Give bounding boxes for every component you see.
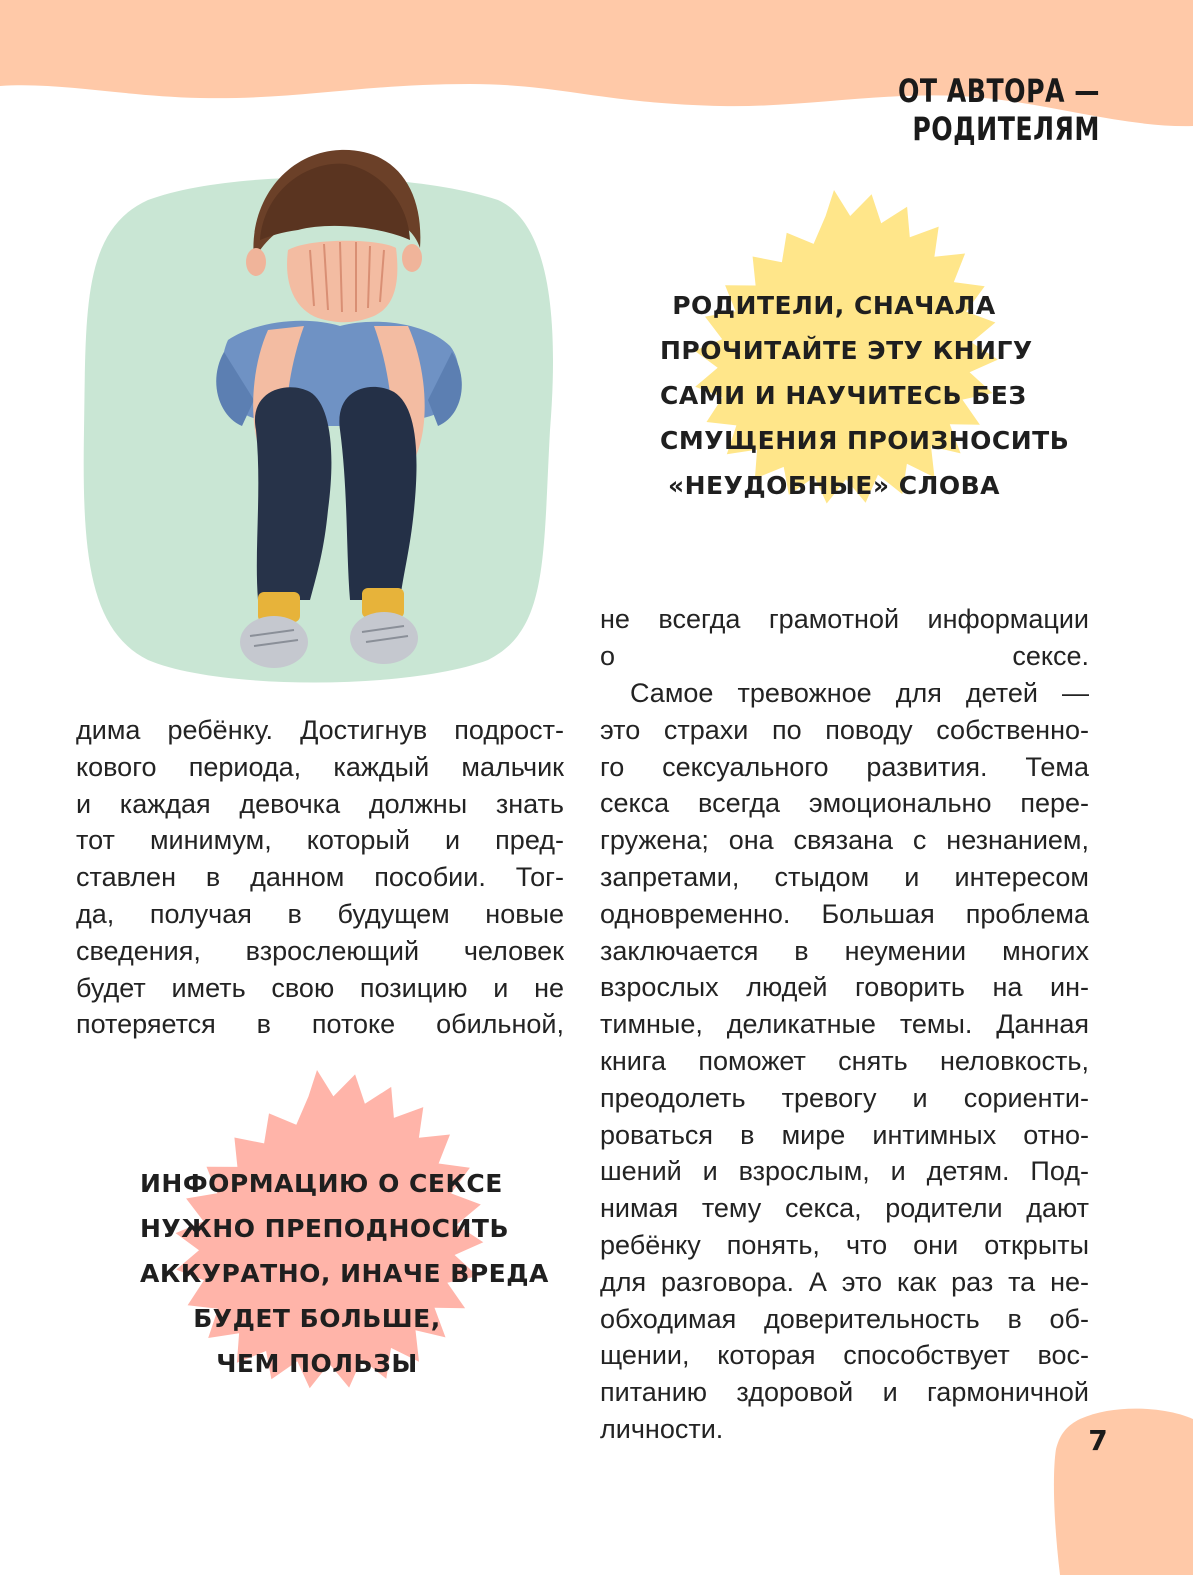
text-line: взрослых людей говорить на ин- — [600, 972, 1089, 1003]
right-column-intro-text — [600, 601, 1089, 675]
text-line: ставлен в данном пособии. Тог- — [76, 862, 564, 893]
text-line: о сексе. — [600, 640, 1089, 671]
text-line: да, получая в будущем новые — [76, 898, 564, 929]
callout-line: ЧЕМ ПОЛЬЗЫ — [216, 1349, 418, 1378]
text-line: кового периода, каждый мальчик — [76, 751, 564, 782]
section-title: ОТ АВТОРА — РОДИТЕЛЯМ — [897, 72, 1100, 148]
text-line: секса всегда эмоционально пере- — [600, 788, 1089, 819]
callout-line: ПРОЧИТАЙТЕ ЭТУ КНИГУ — [660, 336, 1033, 365]
text-line: Самое тревожное для детей — — [630, 678, 1089, 708]
callout-line: ИНФОРМАЦИЮ О СЕКСЕ — [140, 1169, 503, 1198]
text-line: одновременно. Большая проблема — [600, 898, 1089, 929]
left-column-text — [76, 712, 564, 1043]
callout-yellow-text — [660, 283, 1070, 508]
page-number: 7 — [1088, 1424, 1108, 1457]
text-line: личности. — [600, 1413, 724, 1444]
text-line: го сексуального развития. Тема — [600, 751, 1089, 782]
text-line: шений и взрослым, и детям. Под- — [600, 1156, 1089, 1187]
text-line: сведения, взрослеющий человек — [76, 935, 564, 966]
text-line: не всегда грамотной информации — [600, 604, 1089, 634]
text-line: ребёнку понять, что они открыты — [600, 1229, 1089, 1260]
text-line: тот минимум, который и пред- — [76, 825, 564, 856]
text-line: запретами, стыдом и интересом — [600, 861, 1089, 892]
right-column-paragraph — [600, 675, 1089, 1448]
callout-line: АККУРАТНО, ИНАЧЕ ВРЕДА — [140, 1259, 549, 1288]
callout-line: САМИ И НАУЧИТЕСЬ БЕЗ — [660, 381, 1027, 410]
child-covering-face-illustration — [78, 130, 562, 690]
text-line: обходимая доверительность в об- — [600, 1303, 1089, 1334]
text-line: щении, которая способствует вос- — [600, 1340, 1089, 1371]
text-line: это страхи по поводу собственно- — [600, 714, 1089, 745]
text-line: питанию здоровой и гармоничной — [600, 1377, 1089, 1408]
text-line: будет иметь свою позицию и не — [76, 972, 564, 1003]
callout-line: НУЖНО ПРЕПОДНОСИТЬ — [140, 1214, 509, 1243]
text-line: книга поможет снять неловкость, — [600, 1045, 1089, 1076]
page-number-tab — [1050, 1405, 1193, 1575]
text-line: заключается в неумении многих — [600, 935, 1089, 966]
callout-line: «НЕУДОБНЫЕ» СЛОВА — [667, 471, 1001, 500]
text-line: и каждая девочка должны знать — [76, 788, 564, 819]
callout-line: СМУЩЕНИЯ ПРОИЗНОСИТЬ — [660, 426, 1070, 455]
text-line: дима ребёнку. Достигнув подрост- — [76, 715, 564, 745]
text-line: для разговора. А это как раз та не- — [600, 1266, 1089, 1297]
text-line: потеряется в потоке обильной, — [76, 1009, 564, 1040]
text-line: нимая тему секса, родители дают — [600, 1193, 1089, 1224]
text-line: гружена; она связана с незнанием, — [600, 825, 1089, 856]
text-line: преодолеть тревогу и сориенти- — [600, 1082, 1089, 1113]
text-line: роваться в мире интимных отно- — [600, 1119, 1089, 1150]
callout-line: РОДИТЕЛИ, СНАЧАЛА — [672, 291, 996, 320]
callout-line: БУДЕТ БОЛЬШЕ, — [193, 1304, 441, 1333]
callout-pink-text — [140, 1161, 549, 1386]
text-line: тимные, деликатные темы. Данная — [600, 1009, 1089, 1040]
